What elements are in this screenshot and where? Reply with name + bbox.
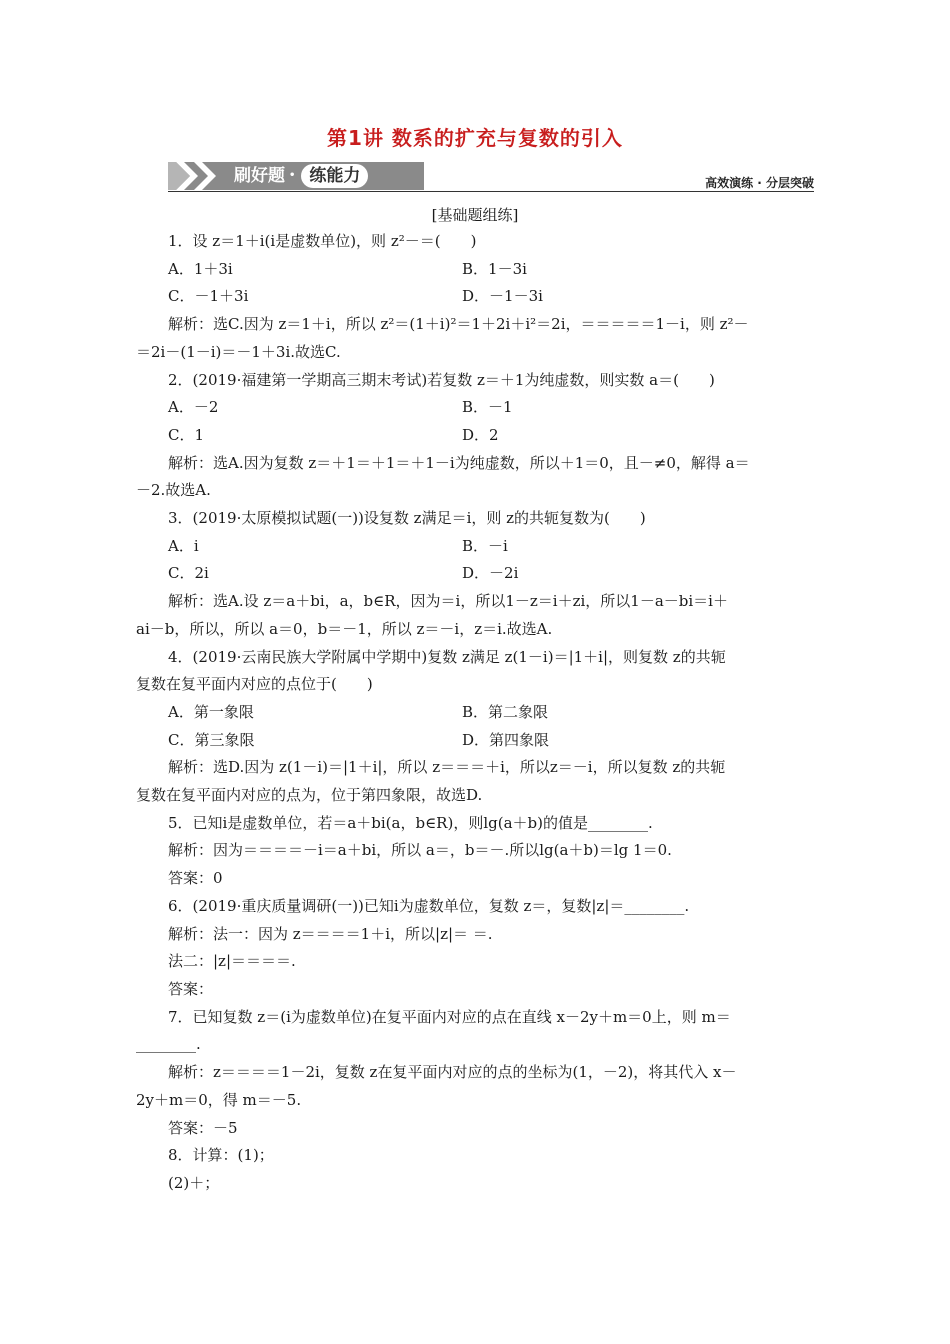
options-row	[136, 699, 814, 727]
question-2: 2．(2019·福建第一学期高三期末考试)若复数 z＝＋1为纯虚数，则实数 a＝( )	[168, 370, 715, 389]
banner-right-tag: 高效演练 · 分层突破	[705, 176, 814, 190]
question-5: 5．已知i是虚数单位，若＝a＋bi(a，b∈R)，则lg(a＋b)的值是________.	[168, 813, 653, 832]
option-d: D．－1－3i	[462, 287, 543, 306]
option-a: A．－2	[168, 398, 219, 417]
answer-line: 答案：－5	[168, 1118, 238, 1137]
option-b: B．－1	[462, 398, 513, 417]
solution-line: ai－b，所以，所以 a＝0，b＝－1，所以 z＝－i，z＝i.故选A.	[136, 619, 553, 638]
page-title: 第1讲 数系的扩充与复数的引入	[327, 126, 623, 150]
option-d: D．2	[462, 425, 499, 444]
question-7-cont: ________.	[136, 1035, 201, 1054]
solution-line: 解析：z＝＝＝＝1－2i，复数 z在复平面内对应的点的坐标为(1，－2)，将其代入 x－	[168, 1063, 737, 1082]
solution-line: －2.故选A.	[136, 481, 211, 500]
banner-text	[234, 163, 368, 189]
header-rule	[168, 191, 814, 192]
options-row	[136, 283, 814, 311]
banner-dot: •	[289, 170, 296, 181]
question-3: 3．(2019·太原模拟试题(一))设复数 z满足＝i，则 z的共轭复数为( )	[168, 509, 646, 528]
solution-line: ＝2i－(1－i)＝－1＋3i.故选C.	[136, 342, 341, 361]
solution-line: 法二：|z|＝＝＝＝.	[168, 952, 296, 971]
question-4: 4．(2019·云南民族大学附属中学期中)复数 z满足 z(1－i)＝|1＋i|，则复数 z的共轭	[168, 647, 726, 666]
solution-line: 2y＋m＝0，得 m＝－5.	[136, 1090, 302, 1109]
answer-line: 答案：0	[168, 869, 223, 888]
option-a: A．第一象限	[168, 702, 254, 721]
solution-line: 解析：法一：因为 z＝＝＝＝1＋i，所以|z|＝ ＝.	[168, 924, 493, 943]
option-c: C．2i	[168, 564, 209, 583]
option-c: C．－1＋3i	[168, 287, 249, 306]
question-1: 1．设 z＝1＋i(i是虚数单位)，则 z²－＝( )	[168, 232, 477, 250]
solution-line: 解析：选C.因为 z＝1＋i，所以 z²＝(1＋i)²＝1＋2i＋i²＝2i，＝＝＝＝＝1－i，则 z²－	[168, 315, 749, 334]
question-7: 7．已知复数 z＝(i为虚数单位)在复平面内对应的点在直线 x－2y＋m＝0上，则 m＝	[168, 1007, 731, 1026]
option-d: D．－2i	[462, 564, 519, 583]
solution-line: 复数在复平面内对应的点为，位于第四象限，故选D.	[136, 786, 483, 805]
answer-line: 答案：	[168, 979, 214, 998]
question-8-part2: (2)＋；	[168, 1173, 220, 1192]
question-list	[136, 228, 814, 1198]
option-b: B．第二象限	[462, 702, 549, 721]
options-row	[136, 560, 814, 588]
options-row	[136, 256, 814, 284]
options-row	[136, 422, 814, 450]
option-a: A．i	[168, 536, 199, 555]
banner-label: 刷好题	[234, 166, 285, 186]
solution-line: 解析：选A.设 z＝a＋bi，a，b∈R，因为＝i，所以1－z＝i＋zi，所以1－a－bi＝i＋	[168, 592, 728, 611]
option-c: C．1	[168, 425, 205, 444]
question-8: 8．计算：(1)；	[168, 1146, 274, 1165]
question-4-cont: 复数在复平面内对应的点位于( )	[136, 675, 373, 694]
option-b: B．－i	[462, 536, 508, 555]
section-banner	[168, 160, 424, 192]
options-row	[136, 394, 814, 422]
options-row	[136, 727, 814, 755]
section-label: [基础题组练]	[431, 206, 519, 224]
solution-line: 解析：选A.因为复数 z＝＋1＝＋1＝＋1－i为纯虚数，所以＋1＝0，且－≠0，解得 a＝	[168, 453, 750, 472]
banner-highlight: 练能力	[301, 164, 368, 188]
solution-line: 解析：因为＝＝＝＝－i＝a＋bi，所以 a＝，b＝－.所以lg(a＋b)＝lg 1＝0.	[168, 841, 672, 860]
option-b: B．1－3i	[462, 259, 527, 278]
option-d: D．第四象限	[462, 730, 550, 749]
options-row	[136, 533, 814, 561]
question-6: 6．(2019·重庆质量调研(一))已知i为虚数单位，复数 z＝，复数|z|＝________.	[168, 896, 690, 915]
solution-line: 解析：选D.因为 z(1－i)＝|1＋i|，所以 z＝＝＝＋i，所以z＝－i，所以复数 z的共轭	[168, 758, 726, 777]
option-c: C．第三象限	[168, 730, 255, 749]
option-a: A．1＋3i	[168, 259, 233, 278]
